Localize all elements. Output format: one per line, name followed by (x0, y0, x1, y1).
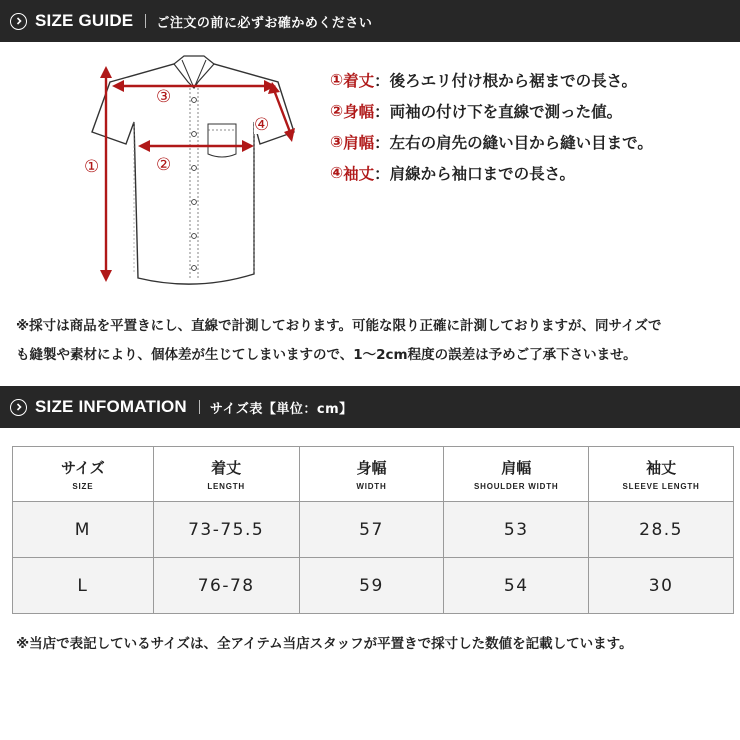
definition-colon: ： (374, 71, 390, 90)
header-en: SHOULDER WIDTH (473, 482, 559, 491)
definition-colon: ： (374, 164, 390, 183)
measurement-definitions (330, 64, 730, 188)
definition-width (330, 95, 730, 126)
header-jp: 身幅 (356, 459, 387, 477)
diagram-label-4: ④ (254, 115, 270, 135)
header-divider (199, 400, 200, 414)
header-width (299, 447, 444, 502)
definition-colon: ： (374, 102, 390, 121)
definition-number: ③ (330, 132, 344, 151)
definition-desc: 左右の肩先の縫い目から縫い目まで。 (389, 133, 653, 152)
header-shoulder (444, 447, 589, 502)
size-guide-subtitle: ご注文の前に必ずお確かめください (156, 15, 373, 31)
size-table (12, 446, 734, 614)
diagram-label-1: ① (84, 157, 100, 177)
cell-width: 59 (299, 558, 444, 614)
header-divider (145, 14, 146, 28)
cell-shoulder: 54 (444, 558, 589, 614)
header-length (153, 447, 299, 502)
definition-length (330, 64, 730, 95)
table-row (13, 502, 734, 558)
header-jp: 袖丈 (646, 459, 677, 477)
size-footer-note: ※当店で表記しているサイズは、全アイテム当店スタッフが平置きで採寸した数値を記載しています。 (16, 636, 633, 652)
header-en: WIDTH (356, 482, 387, 491)
definition-desc: 後ろエリ付け根から裾までの長さ。 (389, 71, 638, 90)
definition-term: 身幅 (343, 102, 375, 121)
cell-sleeve: 28.5 (589, 502, 734, 558)
size-guide-title: SIZE GUIDE (35, 11, 134, 30)
header-jp: 肩幅 (501, 459, 532, 477)
definition-desc: 両袖の付け下を直線で測った値。 (389, 102, 623, 121)
size-guide-header (0, 0, 740, 42)
header-en: SIZE (72, 482, 94, 491)
definition-term: 着丈 (343, 71, 375, 90)
header-en: LENGTH (207, 482, 245, 491)
definition-term: 袖丈 (343, 164, 375, 183)
shirt-diagram (78, 52, 308, 297)
definition-term: 肩幅 (343, 133, 375, 152)
definition-number: ② (330, 101, 344, 120)
definition-number: ④ (330, 163, 344, 182)
definition-colon: ： (374, 133, 390, 152)
cell-width: 57 (299, 502, 444, 558)
header-en: SLEEVE LENGTH (622, 482, 700, 491)
cell-size: M (13, 502, 154, 558)
header-jp: サイズ (60, 459, 105, 477)
cell-length: 73-75.5 (153, 502, 299, 558)
size-info-title: SIZE INFOMATION (35, 397, 187, 416)
cell-size: L (13, 558, 154, 614)
header-sleeve (589, 447, 734, 502)
cell-shoulder: 53 (444, 502, 589, 558)
chevron-right-circle-icon (10, 399, 27, 416)
size-info-header (0, 386, 740, 428)
measurement-note (16, 312, 728, 370)
cell-sleeve: 30 (589, 558, 734, 614)
header-size (13, 447, 154, 502)
chevron-right-circle-icon (10, 13, 27, 30)
diagram-label-2: ② (156, 155, 172, 175)
table-header-row (13, 447, 734, 502)
table-row (13, 558, 734, 614)
cell-length: 76-78 (153, 558, 299, 614)
header-jp: 着丈 (211, 459, 242, 477)
measurement-note-line: ※採寸は商品を平置きにし、直線で計測しております。可能な限り正確に計測しておりますが、同サイズで (16, 318, 662, 334)
diagram-label-3: ③ (156, 87, 172, 107)
definition-sleeve (330, 157, 730, 188)
definition-desc: 肩線から袖口までの長さ。 (389, 164, 576, 183)
definition-number: ① (330, 70, 344, 89)
measurement-note-line: も縫製や素材により、個体差が生じてしまいますので、1〜2cm程度の誤差は予めご了承下さいませ。 (16, 347, 637, 363)
size-info-subtitle: サイズ表【単位：cm】 (209, 401, 353, 417)
definition-shoulder (330, 126, 730, 157)
